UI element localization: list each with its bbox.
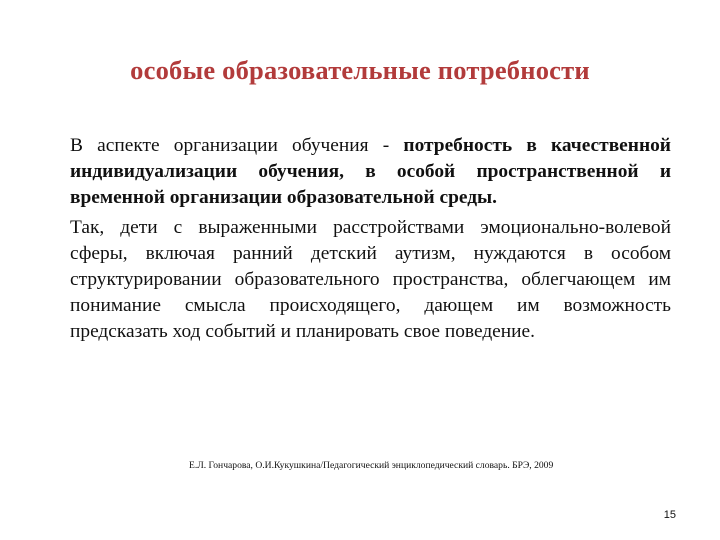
paragraph-organization: [70, 133, 671, 212]
slide-body: [70, 133, 671, 346]
slide-title: особые образовательные потребности: [130, 55, 590, 85]
paragraph-intro-text: В аспекте организации обучения -: [70, 135, 404, 156]
page-number: 15: [663, 509, 676, 521]
paragraph-autism-example: Так, дети с выраженными расстройствами эмоционально-волевой сферы, включая ранний детский аутизм, нуждаются в особом структурировании образовательного пространства, облегчающем им понимание смысла происходящего, дающем им возможность предсказать ход событий и планировать свое поведение.: [70, 216, 671, 343]
paragraph-emphasis-text: потребность в качественной индивидуализации обучения, в особой пространственной и временной организации образовательной среды.: [70, 135, 671, 209]
source-citation: Е.Л. Гончарова, О.И.Кукушкина/Педагогический энциклопедический словарь. БРЭ, 2009: [189, 460, 554, 471]
